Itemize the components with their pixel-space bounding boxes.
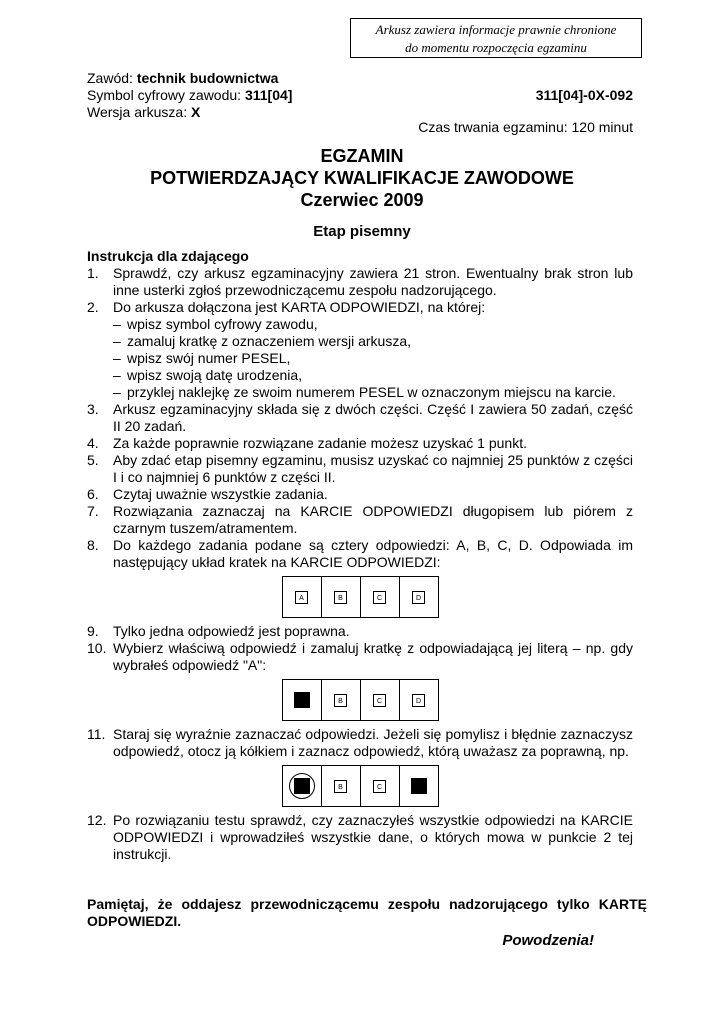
answer-box-b: B (334, 591, 347, 604)
sub-item (87, 384, 633, 401)
item-number: 11. (87, 726, 106, 742)
item-number: 12. (87, 812, 107, 828)
answer-box-c: C (373, 591, 386, 604)
instruction-item (87, 623, 633, 640)
instruction-item (87, 640, 633, 674)
answer-grid-example-corrected (87, 765, 633, 807)
confidential-notice-line-2: do momentu rozpoczęcia egzaminu (405, 40, 587, 55)
answer-cell-c (361, 680, 400, 720)
item-text: Aby zdać etap pisemny egzaminu, musisz uzyskać co najmniej 25 punktów z części I i co najmniej 6 punktów z części II. (113, 452, 633, 485)
item-number: 10. (87, 640, 107, 656)
instructions-list (87, 265, 633, 863)
instruction-item (87, 452, 633, 486)
dash-bullet: – (113, 350, 121, 366)
dash-bullet: – (113, 367, 121, 383)
exam-title-block (0, 145, 724, 241)
item-number: 4. (87, 435, 99, 451)
answer-box-a: A (295, 591, 308, 604)
answer-cell-d (400, 766, 438, 806)
instruction-item (87, 812, 633, 863)
item-number: 1. (87, 265, 99, 281)
answer-cell-c (361, 766, 400, 806)
confidential-notice-line-1: Arkusz zawiera informacje prawnie chronione (375, 22, 617, 37)
answer-box-d-filled: D (411, 778, 427, 794)
item-text: Wybierz właściwą odpowiedź i zamaluj kratkę z odpowiadającą jej literą – np. gdy wybrałeś odpowiedź "A": (113, 640, 633, 673)
confidential-notice-box (350, 18, 642, 58)
exam-title-line-1: EGZAMIN (320, 146, 404, 166)
answer-cell-a (283, 766, 322, 806)
item-number: 7. (87, 503, 99, 519)
item-text: Czytaj uważnie wszystkie zadania. (113, 486, 328, 502)
reminder-text: Pamiętaj, że oddajesz przewodniczącemu zespołu nadzorującego tylko KARTĘ ODPOWIEDZI. (87, 896, 647, 929)
item-number: 6. (87, 486, 99, 502)
item-text: Po rozwiązaniu testu sprawdź, czy zaznaczyłeś wszystkie odpowiedzi na KARCIE ODPOWIEDZI i wprowadziłeś wszystkie dane, o których mowa w punkcie 2 tej instrukcji. (113, 812, 633, 862)
profession-line (87, 70, 278, 87)
symbol-label: Symbol cyfrowy zawodu: (87, 87, 245, 103)
answer-box-c: C (373, 780, 386, 793)
version-label: Wersja arkusza: (87, 104, 191, 120)
answer-cell-d (400, 577, 438, 617)
instruction-item (87, 503, 633, 537)
sheet-code: 311[04]-0X-092 (535, 87, 633, 103)
exam-duration: Czas trwania egzaminu: 120 minut (418, 119, 633, 135)
item-text: Rozwiązania zaznaczaj na KARCIE ODPOWIEDZI długopisem lub piórem z czarnym tuszem/atramentem. (113, 503, 633, 536)
sub-item (87, 367, 633, 384)
item-text: Tylko jedna odpowiedź jest poprawna. (113, 623, 350, 639)
sub-item-text: wpisz symbol cyfrowy zawodu, (127, 316, 318, 332)
correction-circle-icon (289, 773, 315, 799)
instruction-item (87, 435, 633, 452)
instruction-item (87, 486, 633, 503)
item-text: Staraj się wyraźnie zaznaczać odpowiedzi. Jeżeli się pomylisz i błędnie zaznaczysz odpowiedź, otocz ją kółkiem i zaznacz odpowiedź, którą uważasz za poprawną, np. (113, 726, 633, 759)
sub-item (87, 350, 633, 367)
symbol-line (87, 87, 292, 104)
sub-item-text: zamaluj kratkę z oznaczeniem wersji arkusza, (127, 333, 411, 349)
item-text: Do każdego zadania podane są cztery odpowiedzi: A, B, C, D. Odpowiada im następujący układ kratek na KARCIE ODPOWIEDZI: (113, 537, 633, 570)
instruction-item (87, 299, 633, 316)
version-value: X (191, 104, 201, 120)
instructions-heading: Instrukcja dla zdającego (87, 248, 249, 264)
item-number: 2. (87, 299, 99, 315)
answer-box-d: D (412, 694, 425, 707)
profession-value: technik budownictwa (136, 70, 279, 86)
instruction-item (87, 401, 633, 435)
sub-item (87, 333, 633, 350)
exam-title-line-2: POTWIERDZAJĄCY KWALIFIKACJE ZAWODOWE (150, 168, 574, 188)
item-text: Do arkusza dołączona jest KARTA ODPOWIEDZI, na której: (113, 299, 486, 315)
answer-box-a-filled: A (294, 692, 310, 708)
profession-label: Zawód: (87, 70, 137, 86)
exam-stage: Etap pisemny (313, 223, 411, 240)
item-text: Sprawdź, czy arkusz egzaminacyjny zawiera 21 stron. Ewentualny brak stron lub inne usterki zgłoś przewodniczącemu zespołu nadzorującego. (113, 265, 633, 298)
sub-item-text: przyklej naklejkę ze swoim numerem PESEL w oznaczonym miejscu na karcie. (127, 384, 616, 400)
instruction-item (87, 537, 633, 571)
answer-grid-example-empty (87, 576, 633, 618)
item-number: 9. (87, 623, 99, 639)
answer-cell-d (400, 680, 438, 720)
instruction-item (87, 265, 633, 299)
symbol-value: 311[04] (244, 87, 293, 103)
item-number: 8. (87, 537, 99, 553)
sub-item-text: wpisz swój numer PESEL, (127, 350, 291, 366)
answer-cell-b (322, 577, 361, 617)
answer-cell-b (322, 680, 361, 720)
answer-box-b: B (334, 780, 347, 793)
answer-box-a-filled: A (294, 778, 310, 794)
dash-bullet: – (113, 316, 121, 332)
exam-date: Czerwiec 2009 (300, 190, 424, 210)
answer-box-b: B (334, 694, 347, 707)
answer-cell-c (361, 577, 400, 617)
instruction-item (87, 726, 633, 760)
dash-bullet: – (113, 384, 121, 400)
item-number: 3. (87, 401, 99, 417)
version-line (87, 104, 200, 121)
dash-bullet: – (113, 333, 121, 349)
answer-grid-example-filled (87, 679, 633, 721)
sub-item (87, 316, 633, 333)
answer-box-d: D (412, 591, 425, 604)
good-luck-text: Powodzenia! (502, 932, 594, 949)
answer-cell-a (283, 577, 322, 617)
answer-cell-a (283, 680, 322, 720)
item-text: Arkusz egzaminacyjny składa się z dwóch części. Część I zawiera 50 zadań, część II 20 zadań. (113, 401, 633, 434)
sub-item-text: wpisz swoją datę urodzenia, (127, 367, 303, 383)
item-number: 5. (87, 452, 99, 468)
answer-cell-b (322, 766, 361, 806)
item-text: Za każde poprawnie rozwiązane zadanie możesz uzyskać 1 punkt. (113, 435, 527, 451)
answer-box-c: C (373, 694, 386, 707)
